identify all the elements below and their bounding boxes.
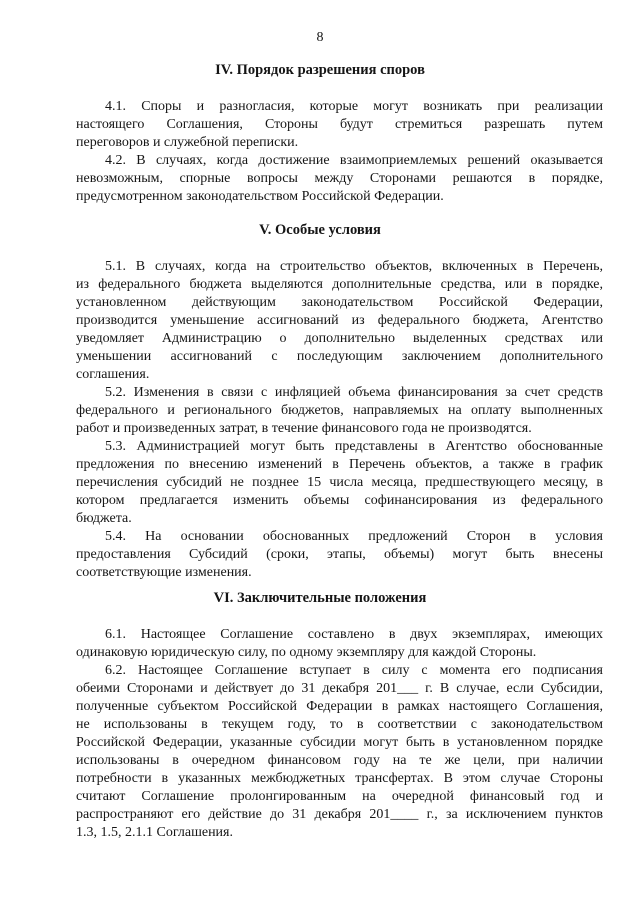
paragraph-line: из федерального бюджета выделяются дополнительные средства, или в порядке, — [76, 277, 603, 292]
paragraph-line: установленном действующим законодательством Российской Федерации, — [76, 295, 603, 310]
paragraph-line: 1.3, 1.5, 2.1.1 Соглашения. — [76, 825, 233, 840]
paragraph-line: предусмотренном законодательством Российской Федерации. — [76, 189, 444, 204]
paragraph — [76, 98, 603, 152]
paragraph-line: перечисления субсидий не позднее 15 числа месяца, предшествующего месяцу, в — [76, 475, 603, 490]
paragraph-line: бюджета. — [76, 511, 132, 526]
paragraph-line: 6.1. Настоящее Соглашение составлено в двух экземплярах, имеющих — [105, 627, 603, 642]
paragraph-line: одинаковую юридическую силу, по одному экземпляру для каждой Стороны. — [76, 645, 537, 660]
paragraph-line: уменьшении ассигнований с последующим заключением дополнительного — [76, 349, 603, 364]
paragraph-line: 4.2. В случаях, когда достижение взаимоприемлемых решений оказывается — [105, 153, 603, 168]
paragraph-line: 4.1. Споры и разногласия, которые могут возникать при реализации — [105, 99, 603, 114]
paragraph-line: 5.1. В случаях, когда на строительство объектов, включенных в Перечень, — [105, 259, 603, 274]
paragraph — [76, 258, 603, 384]
paragraph-line: потребности в указанных межбюджетных трансфертах. В этом случае Стороны — [76, 771, 603, 786]
paragraph — [76, 438, 603, 528]
paragraph-line: не использованы в текущем году, то в соответствии с законодательством — [76, 717, 603, 732]
paragraph-line: котором предлагается изменить объемы софинансирования из федерального — [76, 493, 603, 508]
section-heading: IV. Порядок разрешения споров — [215, 62, 425, 78]
paragraph-line: предложения по внесению изменений в Перечень объектов, а также в график — [76, 457, 603, 472]
paragraph-line: соглашения. — [76, 367, 150, 382]
paragraph-line: обеими Сторонами и действует до 31 декабря 201___ г. В случае, если Субсидии, — [76, 681, 603, 696]
paragraph-line: соответствующие изменения. — [76, 565, 252, 580]
paragraph-line: 5.3. Администрацией могут быть представлены в Агентство обоснованные — [105, 439, 603, 454]
paragraph-line: федерального и регионального бюджетов, направляемых на оплату выполненных — [76, 403, 603, 418]
page-number: 8 — [316, 30, 324, 45]
paragraph — [76, 384, 603, 438]
section-heading: V. Особые условия — [259, 222, 381, 238]
paragraph-line: уведомляет Администрацию о дополнительно выделенных средствах или — [76, 331, 603, 346]
paragraph-line: полученные субъектом Российской Федерации в рамках настоящего Соглашения, — [76, 699, 603, 714]
paragraph-line: считают Соглашение пролонгированным на очередной финансовый год и — [76, 789, 603, 804]
paragraph-line: 5.4. На основании обоснованных предложений Сторон в условия — [105, 529, 603, 544]
paragraph-line: невозможным, спорные вопросы между Сторонами решаются в порядке, — [76, 171, 603, 186]
paragraph-line: производится уменьшение ассигнований из федерального бюджета, Агентство — [76, 313, 603, 328]
paragraph-line: использованы в очередном финансовом году на те же цели, при наличии — [76, 753, 603, 768]
paragraph-line: 5.2. Изменения в связи с инфляцией объема финансирования за счет средств — [105, 385, 603, 400]
paragraph-line: настоящего Соглашения, Стороны будут стремиться разрешать путем — [76, 117, 603, 132]
paragraph-line: переговоров и служебной переписки. — [76, 135, 299, 150]
paragraph-line: работ и произведенных затрат, в течение финансового года не производятся. — [76, 421, 532, 436]
paragraph-line: распространяют его действие до 31 декабря 201____ г., за исключением пунктов — [76, 807, 603, 822]
paragraph-line: 6.2. Настоящее Соглашение вступает в силу с момента его подписания — [105, 663, 603, 678]
paragraph-line: предоставления Субсидий (сроки, этапы, объемы) могут быть внесены — [76, 547, 603, 562]
paragraph-line: Российской Федерации, указанные субсидии могут быть в установленном порядке — [76, 735, 603, 750]
paragraph — [76, 528, 603, 582]
paragraph — [76, 662, 603, 842]
section-heading: VI. Заключительные положения — [213, 590, 427, 606]
paragraph — [76, 152, 603, 206]
paragraph — [76, 626, 603, 662]
